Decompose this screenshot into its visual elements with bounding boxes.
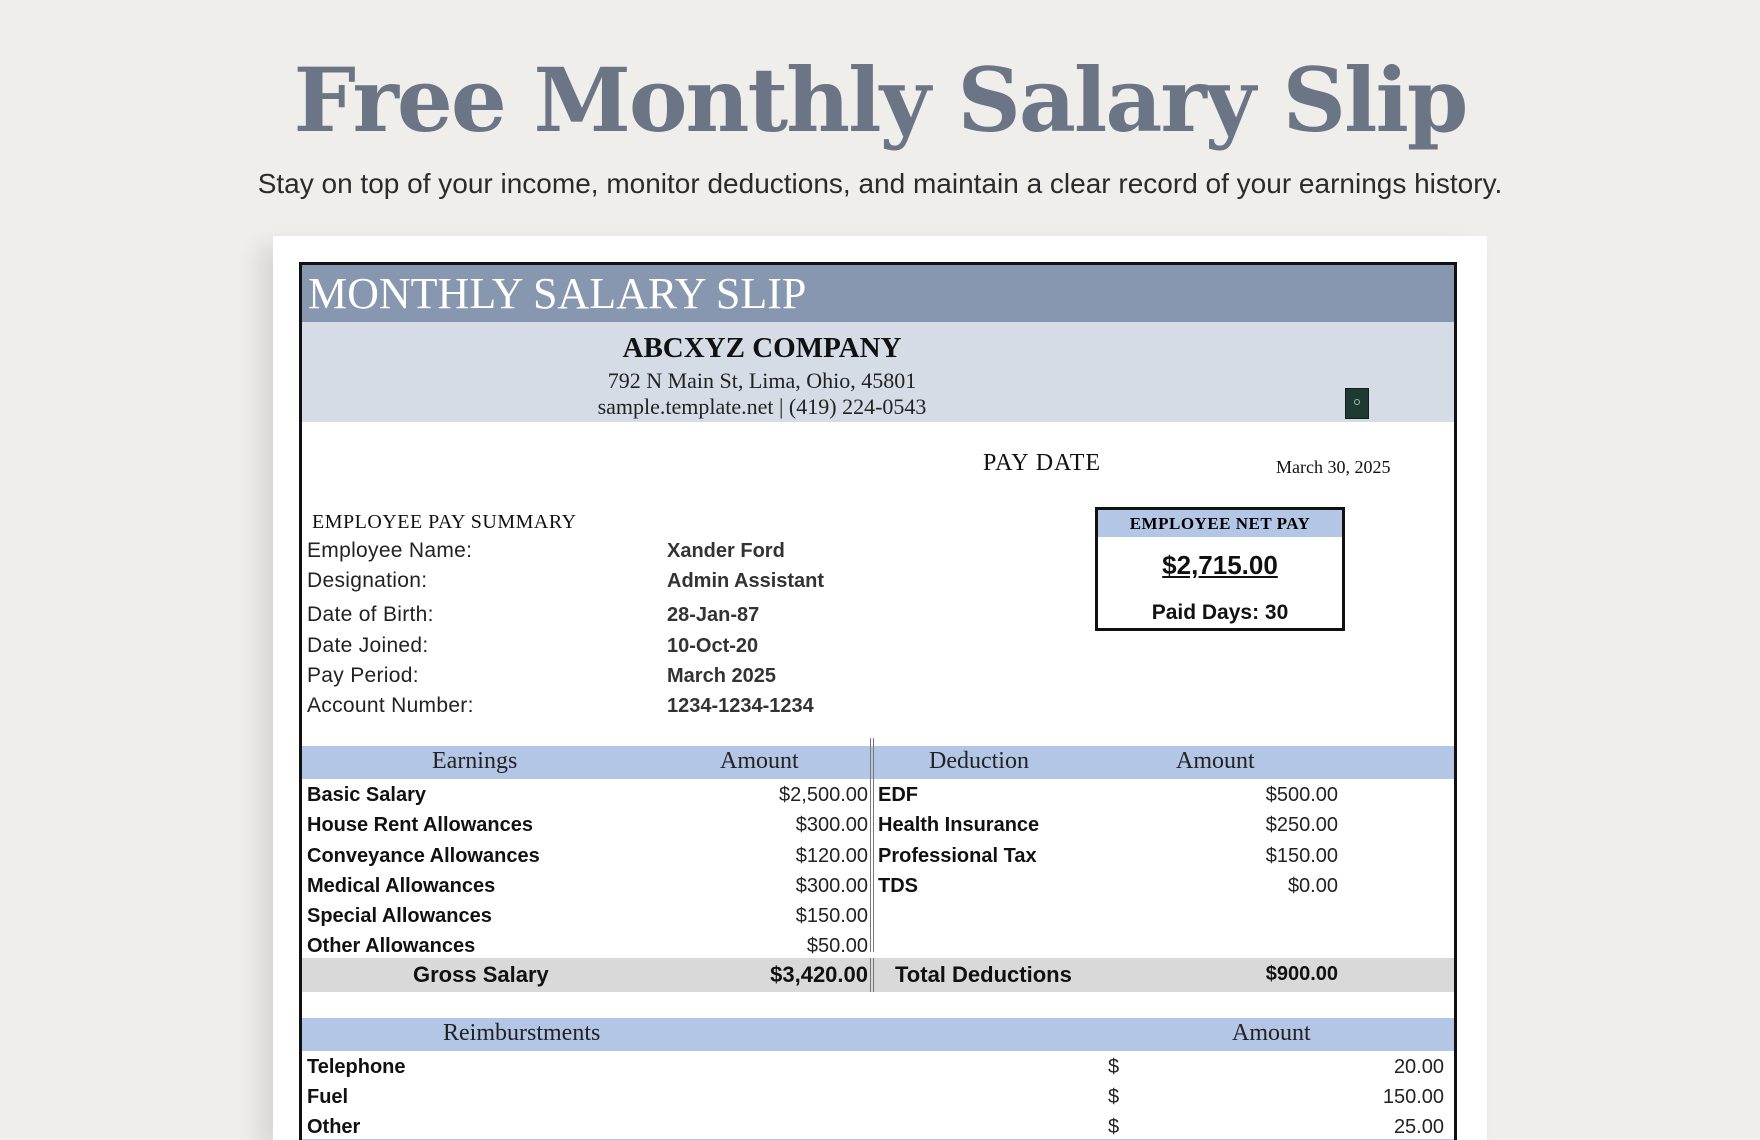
reimbursement-label: Telephone bbox=[307, 1056, 406, 1078]
company-address: 792 N Main St, Lima, Ohio, 45801 bbox=[607, 368, 917, 393]
earning-amount: $300.00 bbox=[795, 875, 868, 897]
earning-label: Other Allowances bbox=[307, 935, 476, 957]
reimbursement-amount: 25.00 bbox=[1393, 1116, 1444, 1138]
deduction-amount: $0.00 bbox=[1287, 875, 1338, 897]
deduction-label: TDS bbox=[878, 875, 918, 897]
earning-amount: $300.00 bbox=[795, 814, 868, 836]
net-pay-title: EMPLOYEE NET PAY bbox=[1098, 510, 1342, 537]
employee-pay-summary-title: EMPLOYEE PAY SUMMARY bbox=[312, 511, 577, 533]
reimbursement-amount: 20.00 bbox=[1393, 1056, 1444, 1078]
reimbursements-header bbox=[302, 1018, 1454, 1051]
earning-label: Basic Salary bbox=[307, 784, 426, 806]
designation-value: Admin Assistant bbox=[667, 570, 825, 592]
deduction-amount: $150.00 bbox=[1265, 845, 1338, 867]
deduction-amount-header: Amount bbox=[1176, 748, 1255, 774]
earning-amount: $50.00 bbox=[806, 935, 868, 957]
date-joined-label: Date Joined: bbox=[307, 634, 429, 657]
reimbursement-label: Fuel bbox=[307, 1086, 349, 1108]
account-number-label: Account Number: bbox=[307, 694, 474, 717]
company-band bbox=[302, 322, 1454, 422]
date-of-birth-label: Date of Birth: bbox=[307, 603, 434, 626]
pay-date-value: March 30, 2025 bbox=[1276, 457, 1391, 477]
company-name: ABCXYZ COMPANY bbox=[622, 332, 902, 364]
earning-label: Medical Allowances bbox=[307, 875, 496, 897]
earnings-header: Earnings bbox=[432, 748, 518, 774]
page-subtitle: Stay on top of your income, monitor deductions, and maintain a clear record of your earnings history. bbox=[257, 168, 1503, 199]
reimbursement-amount: 150.00 bbox=[1382, 1086, 1444, 1108]
earnings-deductions-header bbox=[302, 746, 1454, 779]
reimbursement-currency: $ bbox=[1108, 1056, 1120, 1078]
paid-days: Paid Days: 30 bbox=[1151, 601, 1289, 624]
company-contact: sample.template.net | (419) 224-0543 bbox=[597, 394, 927, 419]
earning-label: House Rent Allowances bbox=[307, 814, 533, 836]
gross-salary-label: Gross Salary bbox=[413, 962, 549, 987]
designation-label: Designation: bbox=[307, 569, 428, 592]
net-pay-amount: $2,715.00 bbox=[1162, 550, 1278, 580]
reimbursements-amount-header: Amount bbox=[1232, 1020, 1311, 1046]
earning-label: Conveyance Allowances bbox=[307, 845, 540, 867]
earning-amount: $2,500.00 bbox=[779, 784, 868, 806]
reimbursement-currency: $ bbox=[1108, 1116, 1120, 1138]
company-logo-icon bbox=[1345, 388, 1369, 419]
gross-salary-amount: $3,420.00 bbox=[770, 962, 868, 987]
deduction-amount: $250.00 bbox=[1265, 814, 1338, 836]
account-number-value: 1234-1234-1234 bbox=[667, 695, 814, 717]
salary-slip bbox=[299, 262, 1457, 1140]
deduction-header: Deduction bbox=[929, 748, 1029, 774]
total-deductions-label: Total Deductions bbox=[895, 962, 1072, 987]
deduction-amount: $500.00 bbox=[1265, 784, 1338, 806]
reimbursement-currency: $ bbox=[1108, 1086, 1120, 1108]
logo-mark bbox=[1354, 399, 1360, 405]
deduction-label: Health Insurance bbox=[878, 814, 1040, 836]
totals-row bbox=[302, 958, 1454, 992]
table-divider bbox=[870, 738, 874, 952]
date-joined-value: 10-Oct-20 bbox=[667, 635, 759, 657]
page-title: Free Monthly Salary Slip bbox=[293, 48, 1467, 152]
deduction-label: Professional Tax bbox=[878, 845, 1037, 867]
reimbursements-title: Reimburstments bbox=[443, 1020, 601, 1046]
earnings-amount-header: Amount bbox=[720, 748, 799, 774]
earning-amount: $120.00 bbox=[795, 845, 868, 867]
date-of-birth-value: 28-Jan-87 bbox=[667, 604, 760, 626]
deduction-label: EDF bbox=[878, 784, 918, 806]
employee-name-label: Employee Name: bbox=[307, 539, 473, 562]
slip-header: MONTHLY SALARY SLIP bbox=[302, 265, 1454, 322]
pay-period-value: March 2025 bbox=[667, 665, 776, 687]
totals-divider bbox=[870, 958, 874, 992]
reimbursement-label: Other bbox=[307, 1116, 361, 1138]
employee-name-value: Xander Ford bbox=[667, 540, 785, 562]
net-pay-box bbox=[1095, 507, 1345, 631]
earning-amount: $150.00 bbox=[795, 905, 868, 927]
earning-label: Special Allowances bbox=[307, 905, 492, 927]
pay-period-label: Pay Period: bbox=[307, 664, 419, 687]
pay-date-label: PAY DATE bbox=[983, 450, 1102, 476]
total-deductions-amount: $900.00 bbox=[1265, 963, 1338, 985]
